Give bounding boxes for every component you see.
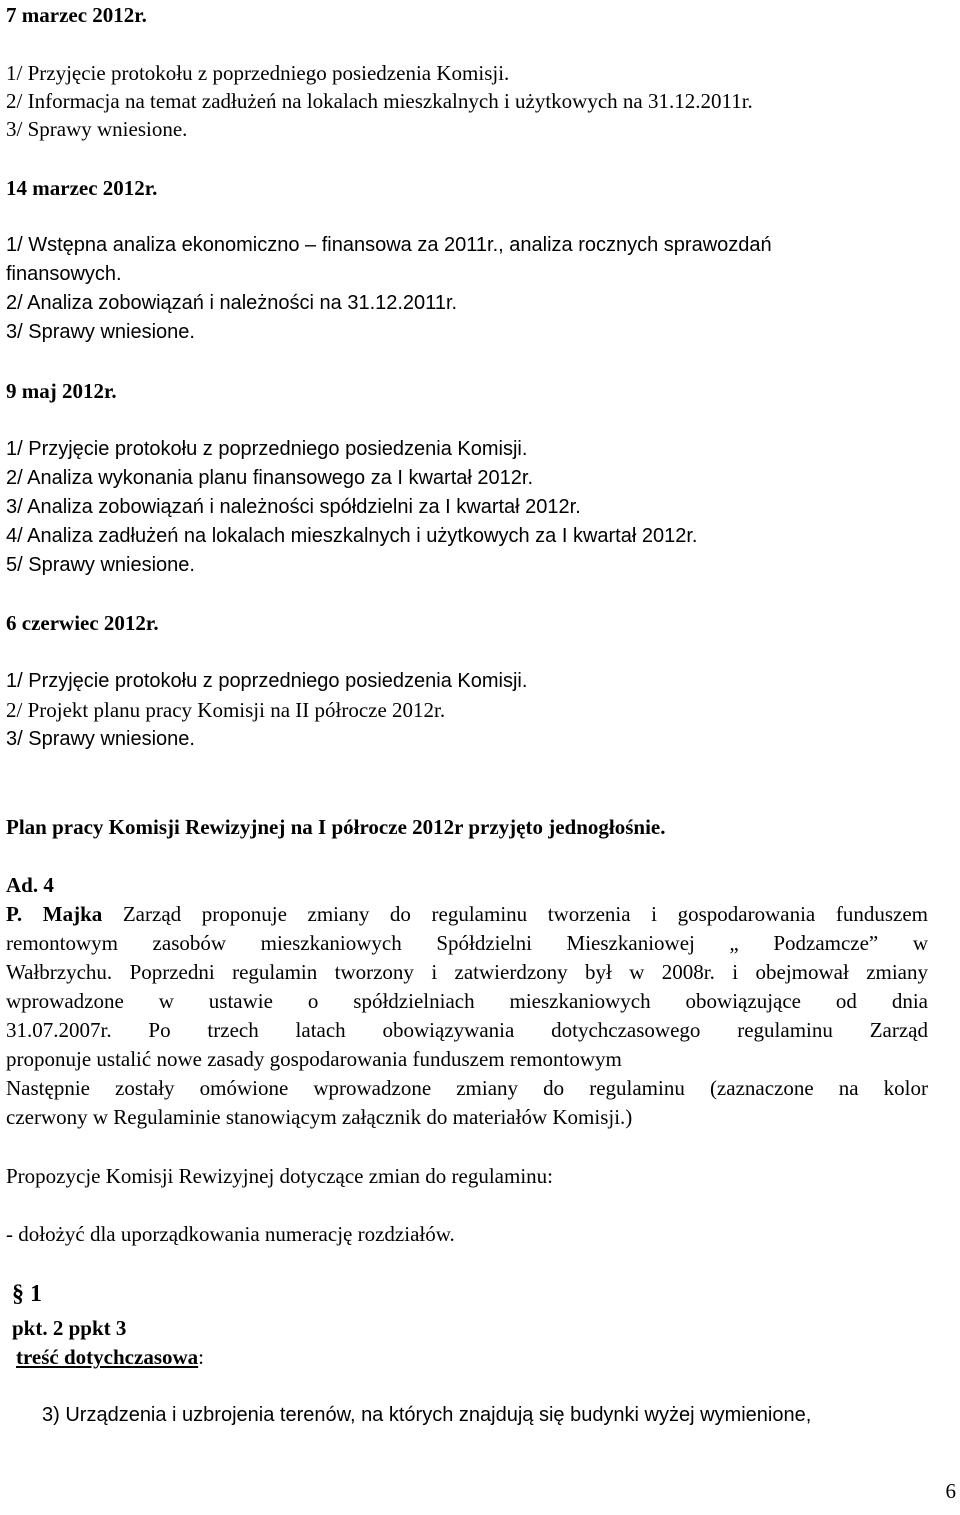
section-point: pkt. 2 ppkt 3 [12,1316,127,1340]
agenda-item: 2/ Projekt planu pracy Komisji na II półrocze 2012r. [6,698,446,722]
meeting-date: 6 czerwiec 2012r. [6,611,159,635]
body-line: Wałbrzychu. Poprzedni regulamin tworzony i zatwierdzony był w 2008r. i obejmował zmiany [6,960,928,984]
agenda-item: 1/ Przyjęcie protokołu z poprzedniego posiedzenia Komisji. [6,670,528,692]
agenda-item: 3/ Sprawy wniesione. [6,321,195,343]
agenda-item: 4/ Analiza zadłużeń na lokalach mieszkalnych i użytkowych za I kwartał 2012r. [6,525,698,547]
proposal-item: - dołożyć dla uporządkowania numerację rozdziałów. [6,1222,455,1246]
agenda-item: 2/ Informacja na temat zadłużeń na lokalach mieszkalnych i użytkowych na 31.12.2011r. [6,89,753,113]
meeting-date: 7 marzec 2012r. [6,3,147,27]
ad-heading: Ad. 4 [6,873,54,897]
agenda-item: 1/ Wstępna analiza ekonomiczno – finansowa za 2011r., analiza rocznych sprawozdań [6,234,772,256]
section-heading [12,1279,42,1309]
agenda-item: 2/ Analiza wykonania planu finansowego za I kwartał 2012r. [6,467,534,489]
body-line: wprowadzone w ustawie o spółdzielniach mieszkaniowych obowiązujące od dnia [6,989,928,1013]
resolution-statement: Plan pracy Komisji Rewizyjnej na I półrocze 2012r przyjęto jednogłośnie. [6,815,666,839]
body-line: Następnie zostały omówione wprowadzone zmiany do regulaminu (zaznaczone na kolor [6,1076,928,1100]
meeting-date: 14 marzec 2012r. [6,176,158,200]
agenda-item: 1/ Przyjęcie protokołu z poprzedniego posiedzenia Komisji. [6,61,510,85]
agenda-item: finansowych. [6,263,122,285]
speaker-name: P. Majka [6,902,103,926]
section-number: 1 [30,1281,42,1307]
body-line: proponuje ustalić nowe zasady gospodarowania funduszem remontowym [6,1047,622,1071]
body-line: czerwony w Regulaminie stanowiącym załącznik do materiałów Komisji.) [6,1105,633,1129]
agenda-item: 3/ Sprawy wniesione. [6,117,188,141]
section-label-text: treść dotychczasowa [16,1345,199,1369]
body-line: 31.07.2007r. Po trzech latach obowiązywania dotychczasowego regulaminu Zarząd [6,1018,928,1042]
agenda-item: 5/ Sprawy wniesione. [6,554,195,576]
agenda-item: 1/ Przyjęcie protokołu z poprzedniego posiedzenia Komisji. [6,438,528,460]
section-label [16,1344,204,1370]
page-number: 6 [945,1479,956,1503]
body-line: remontowym zasobów mieszkaniowych Spółdzielni Mieszkaniowej „ Podzamcze” w [6,931,928,955]
agenda-item: 3/ Sprawy wniesione. [6,728,195,750]
section-symbol: § [12,1281,24,1307]
quoted-regulation-text: 3) Urządzenia i uzbrojenia terenów, na których znajdują się budynki wyżej wymienione, [42,1404,812,1426]
agenda-item: 3/ Analiza zobowiązań i należności spółdzielni za I kwartał 2012r. [6,496,581,518]
body-line-text: Zarząd proponuje zmiany do regulaminu tworzenia i gospodarowania funduszem [122,902,928,926]
proposals-heading: Propozycje Komisji Rewizyjnej dotyczące zmian do regulaminu: [6,1164,554,1188]
body-line [6,901,928,927]
agenda-item: 2/ Analiza zobowiązań i należności na 31.12.2011r. [6,292,458,314]
meeting-date: 9 maj 2012r. [6,379,117,403]
section-label-suffix: : [198,1345,204,1369]
